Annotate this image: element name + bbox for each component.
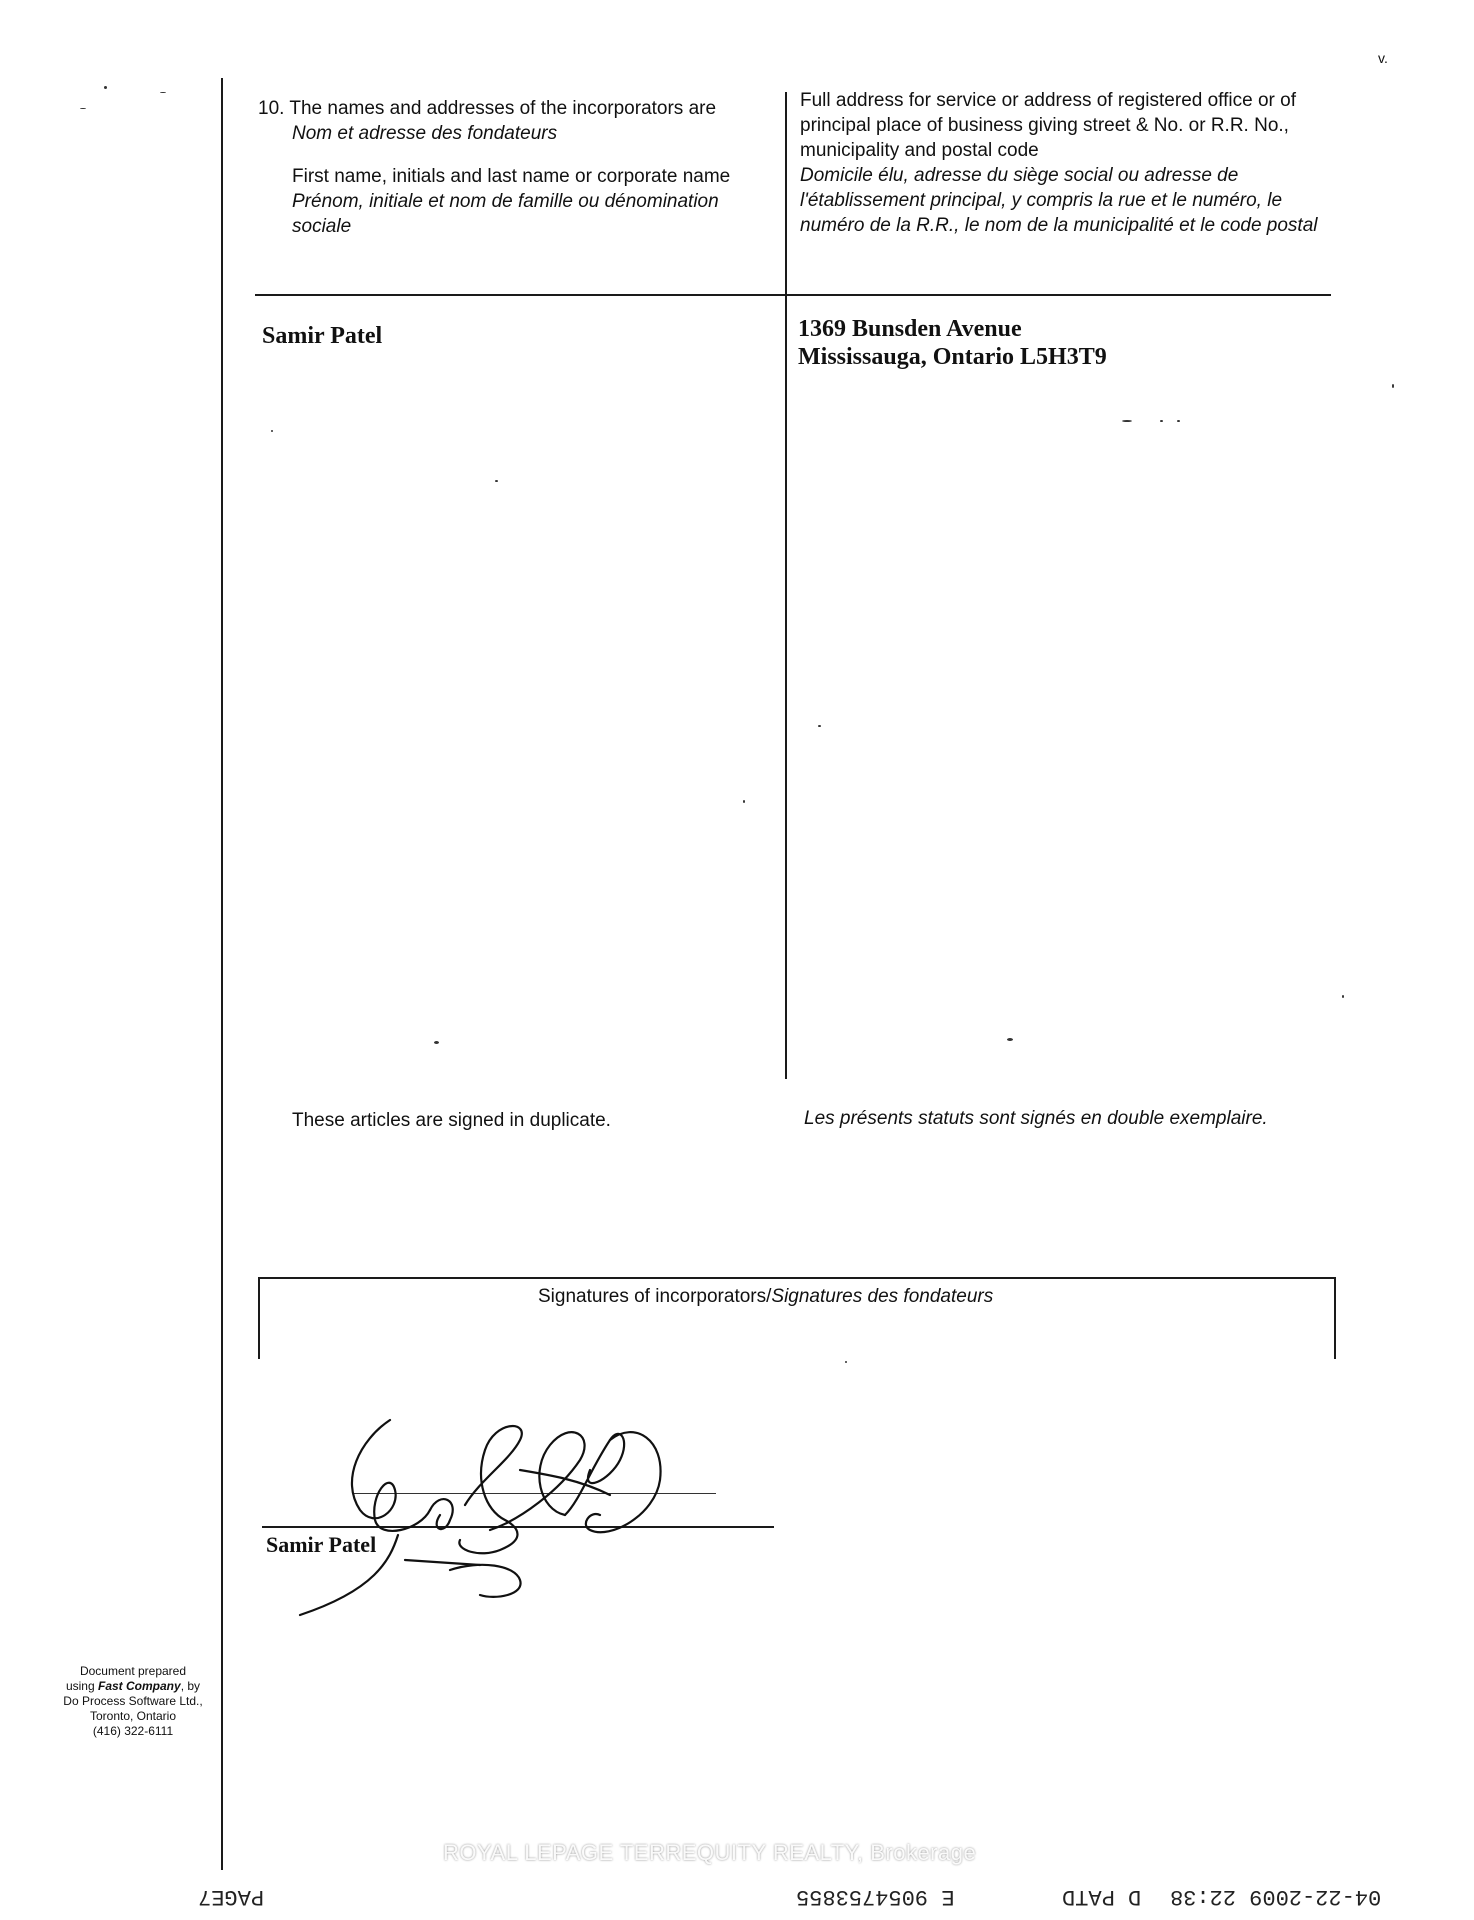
scan-speck	[743, 800, 745, 803]
column-divider	[785, 92, 787, 1079]
incorporator-name: Samir Patel	[262, 323, 383, 349]
scan-speck	[495, 480, 498, 482]
address-column-header	[800, 88, 1330, 238]
signer-name: Samir Patel	[266, 1532, 377, 1557]
handwritten-signature	[280, 1400, 720, 1630]
scan-speck	[1122, 420, 1132, 422]
prepared-note-line1: Document prepared	[79, 1664, 187, 1678]
scan-speck	[80, 108, 86, 109]
scan-speck	[818, 725, 821, 727]
duplicate-statement-en: These articles are signed in duplicate.	[292, 1110, 611, 1131]
scan-speck	[1160, 420, 1163, 422]
prepared-note-line2	[48, 1679, 218, 1694]
name-header-en: First name, initials and last name or corporate name	[292, 166, 731, 187]
scan-speck	[1007, 1038, 1013, 1041]
left-margin-rule	[221, 78, 223, 1870]
scan-speck	[845, 1361, 847, 1363]
scan-speck	[1342, 995, 1344, 998]
fax-datetime-mark: 04-22-2009 22:38	[1170, 1884, 1382, 1909]
address-header-fr: Domicile élu, adresse du siège social ou adresse de l'établissement principal, y compris la rue et le numéro, le numéro de la R.R., le nom de la municipalité et le code postal	[800, 165, 1318, 236]
scan-speck	[104, 86, 107, 89]
header-rule	[255, 294, 1331, 296]
prepared-note-line4: Toronto, Ontario	[89, 1709, 177, 1723]
prepared-note-product: Fast Company	[98, 1679, 181, 1693]
prepared-note-suffix: , by	[180, 1679, 201, 1693]
scan-speck	[434, 1041, 439, 1044]
prepared-note-prefix: using	[65, 1679, 98, 1693]
page-corner-mark: v.	[1378, 50, 1388, 66]
prepared-note-line3: Do Process Software Ltd.,	[63, 1694, 203, 1708]
incorporator-address	[798, 315, 1107, 371]
fax-from-mark: D PATD	[1062, 1884, 1142, 1909]
fax-page-mark: PAGE7	[198, 1884, 265, 1909]
section10-item-number: 10.	[258, 98, 285, 119]
duplicate-statement-fr: Les présents statuts sont signés en double exemplaire.	[804, 1108, 1268, 1129]
prepared-note-line5: (416) 322-6111	[92, 1724, 174, 1738]
incorporator-address-line1: 1369 Bunsden Avenue	[798, 316, 1022, 342]
section10-title-en: The names and addresses of the incorporators are	[289, 98, 717, 119]
name-header-fr: Prénom, initiale et nom de famille ou dénomination sociale	[292, 191, 719, 237]
scan-speck	[160, 92, 166, 93]
address-header-en: Full address for service or address of registered office or of principal place of business giving street & No. or R.R. No., municipality and postal code	[800, 90, 1296, 161]
signatures-label-en: Signatures of incorporators/	[538, 1286, 772, 1307]
scan-speck	[1392, 384, 1394, 388]
brokerage-watermark: ROYAL LEPAGE TERREQUITY REALTY, Brokerage	[443, 1840, 977, 1865]
name-column-header	[292, 164, 792, 239]
section10-title-fr: Nom et adresse des fondateurs	[292, 123, 558, 144]
fax-number-mark: E 9054753855	[796, 1884, 955, 1909]
signatures-label-fr: Signatures des fondateurs	[771, 1286, 994, 1307]
scan-speck	[1177, 420, 1180, 422]
incorporator-address-line2: Mississauga, Ontario L5H3T9	[798, 344, 1107, 370]
section10-heading	[258, 96, 778, 146]
scan-speck	[271, 430, 273, 432]
signatures-box-label	[538, 1286, 993, 1308]
prepared-by-note	[48, 1664, 218, 1739]
